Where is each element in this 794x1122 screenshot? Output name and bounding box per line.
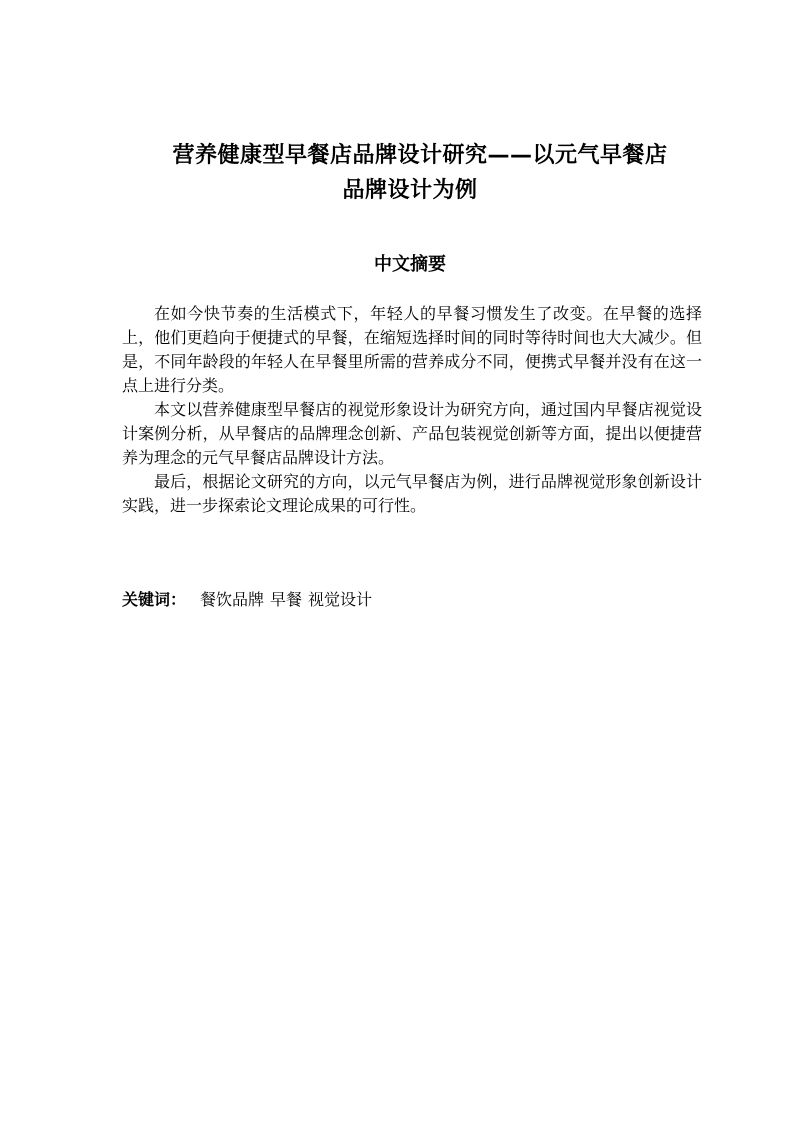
abstract-heading: 中文摘要 <box>374 254 446 275</box>
abstract-paragraph-1: 在如今快节奏的生活模式下，年轻人的早餐习惯发生了改变。在早餐的选择上，他们更趋向于便捷式的早餐，在缩短选择时间的同时等待时间也大大减少。但是，不同年龄段的年轻人在早餐里所需的营养成分不同，便携式早餐并没有在这一点上进行分类。 <box>122 304 702 395</box>
thesis-title-line-1: 营养健康型早餐店品牌设计研究——以元气早餐店 <box>172 143 668 168</box>
keywords-label: 关键词： <box>122 590 187 609</box>
keyword-item: 视觉设计 <box>308 590 373 609</box>
keyword-item: 早餐 <box>270 590 303 609</box>
thesis-title-line-2: 品牌设计为例 <box>342 178 478 203</box>
abstract-paragraph-3: 最后，根据论文研究的方向，以元气早餐店为例，进行品牌视觉形象创新设计实践，进一步探索论文理论成果的可行性。 <box>122 472 702 515</box>
keywords-line <box>122 588 702 612</box>
keyword-item: 餐饮品牌 <box>200 590 265 609</box>
abstract-body <box>122 302 702 518</box>
abstract-paragraph-2: 本文以营养健康型早餐店的视觉形象设计为研究方向，通过国内早餐店视觉设计案例分析，从早餐店的品牌理念创新、产品包装视觉创新等方面，提出以便捷营养为理念的元气早餐店品牌设计方法。 <box>122 400 702 467</box>
